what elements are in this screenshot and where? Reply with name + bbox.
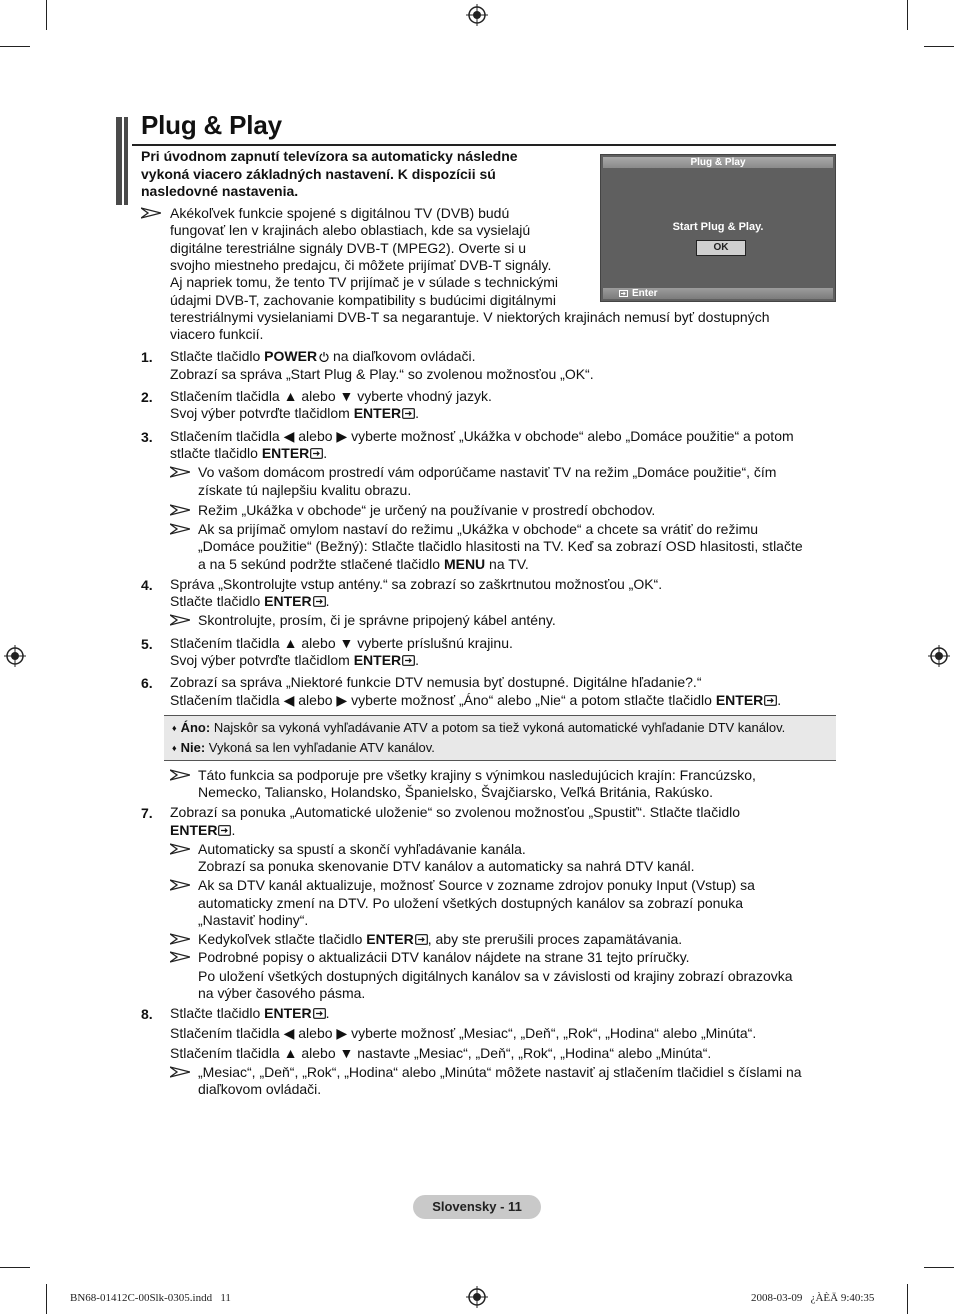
step-3-note: Režim „Ukážka v obchode“ je určený na používanie v prostredí obchodov. (198, 502, 656, 518)
tv-footer-enter: Enter (632, 288, 658, 299)
step-3-note: Ak sa prijímač omylom nastaví do režimu „Ukážka v obchode“ a chcete sa vrátiť do režimu (198, 521, 759, 537)
note-arrow-icon (170, 951, 190, 963)
enter-icon (402, 408, 415, 419)
step-number: 8. (141, 1006, 153, 1022)
step-7-line-b (170, 822, 235, 840)
print-slug-right: 2008-03-09 ¿ÀÈÄ 9:40:35 (751, 1292, 875, 1304)
step-text: . (325, 593, 330, 609)
note-arrow-icon (141, 207, 161, 219)
registration-mark-icon (466, 4, 488, 26)
step-7-line-a: Zobrazí sa ponuka „Automatické uloženie“ so zvolenou možnosťou „Spustiť“. Stlačte tlačidlo (170, 804, 741, 820)
tv-screen-message: Start Plug & Play. (672, 221, 764, 233)
enter-icon (619, 290, 628, 297)
step-5-line-a: Stlačením tlačidla ▲ alebo ▼ vyberte príslušnú krajinu. (170, 635, 513, 651)
step-number: 7. (141, 805, 153, 821)
step-3-note (198, 556, 529, 574)
step-3-line-a: Stlačením tlačidla ◀ alebo ▶ vyberte možnosť „Ukážka v obchode“ alebo „Domáce použitie“ a potom (170, 428, 794, 444)
step-3-note: „Domáce použitie“ (Bežný): Stlačte tlačidlo hlasitosti na TV. Keď sa zobrazí OSD hlasitosti, stlačte (198, 538, 803, 554)
crop-mark (0, 46, 30, 47)
crop-mark (907, 1284, 908, 1314)
step-text: Stlačte tlačidlo (170, 1005, 265, 1021)
title-rule (132, 144, 836, 146)
enter-icon (218, 825, 231, 836)
step-text: . (323, 445, 328, 461)
step-8-note: „Mesiac“, „Deň“, „Rok“, „Hodina“ alebo „Minúta“ môžete nastaviť aj stlačením tlačidiel s číslami na (198, 1064, 802, 1080)
step-7-note: Ak sa DTV kanál aktualizuje, možnosť Source v zozname zdrojov ponuky Input (Vstup) sa (198, 877, 755, 893)
step-text: . (231, 822, 236, 838)
step-text: stlačte tlačidlo (170, 445, 262, 461)
step-5-line-b (170, 652, 419, 670)
crop-mark (924, 46, 954, 47)
registration-mark-icon (466, 1286, 488, 1308)
bullet-icon: ♦ (172, 723, 177, 733)
step-text: na diaľkovom ovládači. (329, 348, 476, 364)
note-arrow-icon (170, 523, 190, 535)
crop-mark (46, 0, 47, 30)
registration-mark-icon (928, 645, 950, 667)
option-text: Vykoná sa len vyhľadanie ATV kanálov. (205, 740, 435, 755)
crop-mark (924, 1267, 954, 1268)
tv-screen-header: Plug & Play (603, 157, 833, 168)
enter-icon (764, 695, 777, 706)
enter-key-label: ENTER (264, 593, 312, 609)
note-arrow-icon (170, 933, 190, 945)
option-text: Najskôr sa vykoná vyhľadávanie ATV a potom sa tiež vykoná automatické vyhľadanie DTV kanálov. (210, 720, 786, 735)
enter-key-label: ENTER (715, 692, 764, 708)
tv-screen-illustration (600, 154, 836, 302)
step-3-line-b (170, 445, 327, 463)
step-text: Svoj výber potvrďte tlačidlom (170, 652, 354, 668)
note-arrow-icon (170, 843, 190, 855)
step-7-note: Podrobné popisy o aktualizácii DTV kanálov nájdete na strane 31 tejto príručky. (198, 949, 690, 965)
enter-key-label: ENTER (261, 445, 310, 461)
dvb-note-line: svojho miestneho predajcu, či môžete prijímať DVB-T signály. (170, 257, 552, 273)
bullet-icon: ♦ (172, 743, 177, 753)
crop-mark (907, 0, 908, 30)
step-text: Stlačením tlačidla ◀ alebo ▶ vyberte možnosť „Áno“ alebo „Nie“ a potom stlačte tlačidlo (170, 692, 716, 708)
enter-icon (313, 596, 326, 607)
step-number: 6. (141, 675, 153, 691)
step-7-note: Zobrazí sa ponuka skenovanie DTV kanálov a automaticky sa nahrá DTV kanál. (198, 858, 695, 874)
step-7-note: „Nastaviť hodiny“. (198, 912, 309, 928)
step-text: Stlačte tlačidlo (170, 593, 265, 609)
enter-key-label: ENTER (353, 405, 402, 421)
options-infobox (164, 715, 836, 761)
step-1-line-a (170, 348, 476, 366)
step-6-line-b (170, 692, 781, 710)
dvb-note-line: Aj napriek tomu, že tento TV prijímač je v súlade s technickými (170, 274, 559, 290)
enter-key-label: ENTER (170, 822, 218, 838)
step-7-note (198, 931, 682, 949)
step-text: . (415, 405, 420, 421)
registration-mark-icon (4, 645, 26, 667)
dvb-note-line: terestriálnymi vysielaniami DVB-T sa negarantuje. V niektorých krajinách nemusí byť dostupných (170, 309, 770, 325)
step-number: 5. (141, 636, 153, 652)
step-4-line-a: Správa „Skontrolujte vstup antény.“ sa zobrazí so zaškrtnutou možnosťou „OK“. (170, 576, 663, 592)
step-text: , aby ste prerušili proces zapamätávania. (427, 931, 683, 947)
crop-mark (46, 1284, 47, 1314)
note-arrow-icon (170, 769, 190, 781)
option-nie (172, 738, 435, 758)
enter-icon (415, 934, 428, 945)
step-text: Svoj výber potvrďte tlačidlom (170, 405, 354, 421)
print-slug-left: BN68-01412C-00Slk-0305.indd 11 (70, 1292, 231, 1304)
step-4-line-b (170, 593, 330, 611)
step-number: 3. (141, 429, 153, 445)
country-note: Táto funkcia sa podporuje pre všetky krajiny s výnimkou nasledujúcich krajín: Francúzsko, (198, 767, 756, 783)
option-label: Nie: (180, 740, 206, 755)
step-7-note: automaticky zmení na DTV. Po uložení všetkých dostupných kanálov sa zobrazí ponuka (198, 895, 744, 911)
step-text: Kedykoľvek stlačte tlačidlo (198, 931, 367, 947)
step-text: a na 5 sekúnd podržte stlačené tlačidlo (198, 556, 444, 572)
step-2-line-b (170, 405, 419, 423)
enter-key-label: ENTER (366, 931, 414, 947)
country-note: Nemecko, Taliansko, Holandsko, Španielsko, Švajčiarsko, Veľká Británia, Rakúsko. (198, 784, 714, 800)
step-8-line-c: Stlačením tlačidla ▲ alebo ▼ nastavte „Mesiac“, „Deň“, „Rok“, „Hodina“ alebo „Minúta“. (170, 1045, 712, 1061)
enter-key-label: ENTER (264, 1005, 312, 1021)
step-8-line-b: Stlačením tlačidla ◀ alebo ▶ vyberte možnosť „Mesiac“, „Deň“, „Rok“, „Hodina“ alebo „Minúta“. (170, 1025, 757, 1041)
step-text: . (415, 652, 420, 668)
note-arrow-icon (170, 466, 190, 478)
intro-paragraph: Pri úvodnom zapnutí televízora sa automaticky následne vykoná viacero základných nastavení. K dispozícii sú nasledovné nastavenia. (141, 148, 518, 199)
step-text: . (325, 1005, 330, 1021)
page-title: Plug & Play (141, 110, 282, 140)
option-ano (172, 718, 785, 738)
note-arrow-icon (170, 1066, 190, 1078)
note-arrow-icon (170, 879, 190, 891)
step-8-note: diaľkovom ovládači. (198, 1081, 322, 1097)
step-1-line-b: Zobrazí sa správa „Start Plug & Play.“ so zvolenou možnosťou „OK“. (170, 366, 594, 382)
dvb-note-line: digitálne terestriálne signály DVB-T (MPEG2). Overte si u (170, 240, 527, 256)
dvb-note-line: Akékoľvek funkcie spojené s digitálnou TV (DVB) budú (170, 205, 510, 221)
dvb-note-line: údajmi DVB-T, zachovanie kompatibility s budúcimi digitálnymi (170, 292, 556, 308)
tv-screen-footer (603, 288, 833, 299)
page-number-badge: Slovensky - 11 (413, 1195, 541, 1219)
step-4-note: Skontrolujte, prosím, či je správne pripojený kábel antény. (198, 612, 556, 628)
step-7-note: Po uložení všetkých dostupných digitálnych kanálov sa v závislosti od krajiny zobrazí obrazovka (198, 968, 793, 984)
note-arrow-icon (170, 614, 190, 626)
power-icon (319, 351, 329, 362)
step-7-note: na výber časového pásma. (198, 985, 366, 1001)
step-7-note: Automaticky sa spustí a skončí vyhľadávanie kanála. (198, 841, 526, 857)
step-6-line-a: Zobrazí sa správa „Niektoré funkcie DTV nemusia byť dostupné. Digitálne hľadanie?.“ (170, 674, 702, 690)
step-3-note: Vo vašom domácom prostredí vám odporúčame nastaviť TV na režim „Domáce použitie“, čím (198, 464, 777, 480)
enter-icon (313, 1008, 326, 1019)
power-key-label: POWER (264, 348, 318, 364)
crop-mark (0, 1267, 30, 1268)
step-number: 2. (141, 389, 153, 405)
step-text: na TV. (485, 556, 529, 572)
enter-icon (310, 448, 323, 459)
step-3-note: získate tú najlepšiu kvalitu obrazu. (198, 482, 412, 498)
option-label: Áno: (180, 720, 211, 735)
enter-key-label: ENTER (353, 652, 402, 668)
step-8-line-a (170, 1005, 330, 1023)
step-text: Stlačte tlačidlo (170, 348, 265, 364)
enter-icon (402, 655, 415, 666)
tv-ok-button: OK (696, 240, 746, 256)
dvb-note-line: fungovať len v krajinách alebo oblastiach, kde sa vysielajú (170, 222, 531, 238)
step-text: . (777, 692, 782, 708)
step-2-line-a: Stlačením tlačidla ▲ alebo ▼ vyberte vhodný jazyk. (170, 388, 492, 404)
step-number: 1. (141, 349, 153, 365)
dvb-note-line: viacero funkcií. (170, 326, 264, 342)
menu-key-label: MENU (443, 556, 486, 572)
note-arrow-icon (170, 504, 190, 516)
step-number: 4. (141, 577, 153, 593)
